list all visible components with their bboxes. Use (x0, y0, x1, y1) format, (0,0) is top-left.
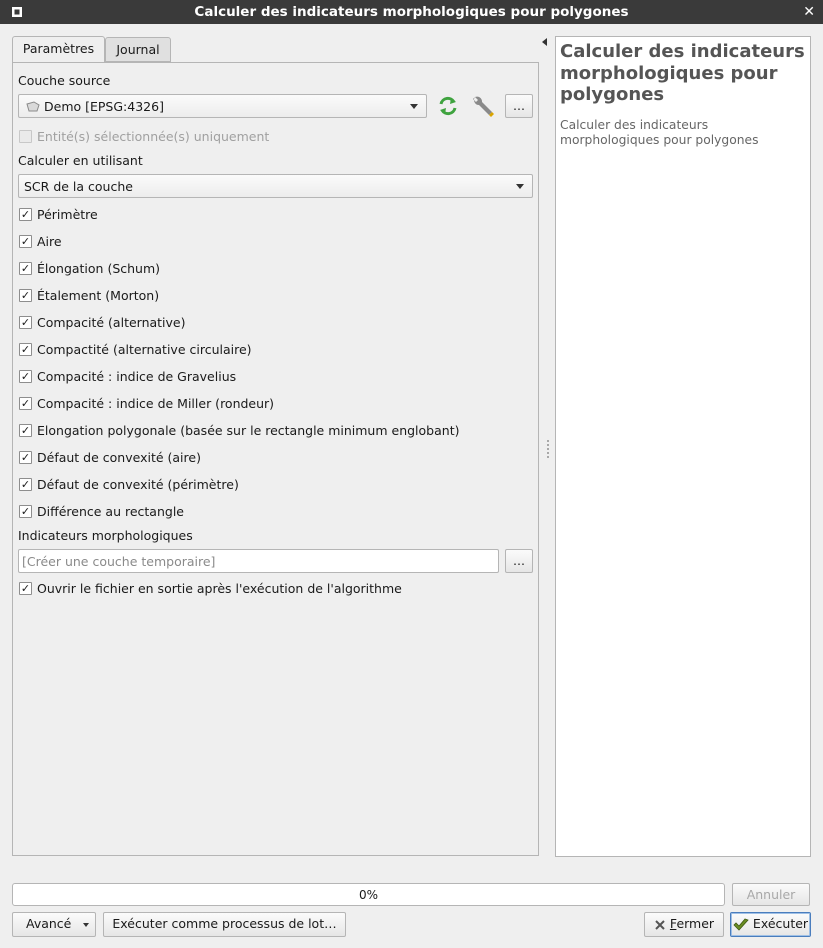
check-icon: ✓ (20, 235, 31, 248)
check-icon: ✓ (20, 289, 31, 302)
open-after-label: Ouvrir le fichier en sortie après l'exécution de l'algorithme (37, 581, 402, 596)
source-layer-label: Couche source (18, 73, 111, 88)
close-button[interactable] (644, 912, 724, 937)
indicator-label: Aire (37, 234, 62, 249)
check-icon: ✓ (20, 343, 31, 356)
indicator-label: Compacité : indice de Miller (rondeur) (37, 396, 275, 411)
calc-using-combo[interactable] (18, 174, 533, 198)
window-title: Calculer des indicateurs morphologiques pour polygones (194, 4, 629, 20)
cancel-button[interactable]: Annuler (732, 883, 810, 906)
calc-using-label: Calculer en utilisant (18, 153, 143, 168)
indicator-label: Compactité (alternative circulaire) (37, 342, 252, 357)
output-options-button[interactable]: … (505, 549, 533, 573)
tab-parameters[interactable]: Paramètres (12, 36, 105, 63)
chevron-down-icon (516, 184, 524, 189)
output-label: Indicateurs morphologiques (18, 528, 193, 543)
chevron-down-icon (410, 104, 418, 109)
source-layer-combo[interactable] (18, 94, 427, 118)
indicator-label: Différence au rectangle (37, 504, 184, 519)
indicator-label: Étalement (Morton) (37, 288, 160, 303)
help-description: Calculer des indicateurs morphologiques pour polygones (560, 118, 759, 147)
indicator-label: Elongation polygonale (basée sur le rectangle minimum englobant) (37, 423, 460, 438)
check-icon: ✓ (20, 424, 31, 437)
check-icon: ✓ (20, 505, 31, 518)
chevron-down-icon (83, 923, 89, 927)
help-title: Calculer des indicateurs morphologiques pour polygones (560, 41, 805, 105)
check-icon: ✓ (20, 262, 31, 275)
polygon-layer-icon (25, 101, 41, 113)
checkbox (19, 130, 32, 143)
wrench-icon[interactable] (470, 94, 496, 118)
run-button[interactable] (730, 912, 811, 937)
indicator-label: Compacité (alternative) (37, 315, 186, 330)
output-placeholder: [Créer une couche temporaire] (22, 554, 216, 569)
check-icon: ✓ (20, 316, 31, 329)
check-icon: ✓ (20, 478, 31, 491)
check-icon: ✓ (20, 582, 31, 595)
advanced-button[interactable]: Avancé (12, 912, 96, 937)
indicator-label: Élongation (Schum) (37, 261, 161, 276)
output-layer-field[interactable] (18, 549, 499, 573)
tab-log[interactable]: Journal (105, 37, 171, 62)
close-icon[interactable]: ✕ (803, 4, 815, 20)
refresh-icon[interactable] (436, 95, 460, 117)
indicator-label: Compacité : indice de Gravelius (37, 369, 237, 384)
close-mnemonic: F (669, 916, 677, 931)
batch-process-button[interactable]: Exécuter comme processus de lot… (103, 912, 346, 937)
progress-text: 0% (358, 888, 379, 902)
calc-using-value: SCR de la couche (24, 179, 133, 194)
check-icon: ✓ (20, 397, 31, 410)
checkbox-label: Entité(s) sélectionnée(s) uniquement (37, 129, 270, 144)
source-layer-options-button[interactable]: … (505, 94, 533, 118)
splitter-handle[interactable] (547, 440, 549, 458)
indicator-label: Défaut de convexité (périmètre) (37, 477, 239, 492)
help-panel (555, 36, 811, 857)
run-icon (733, 918, 749, 931)
collapse-help-icon[interactable] (542, 38, 547, 46)
run-label: Exécuter (752, 916, 809, 931)
close-icon (654, 919, 666, 931)
check-icon: ✓ (20, 370, 31, 383)
indicator-label: Périmètre (37, 207, 98, 222)
close-label: ermer (676, 916, 715, 931)
source-layer-value: Demo [EPSG:4326] (44, 99, 164, 114)
indicator-label: Défaut de convexité (aire) (37, 450, 201, 465)
title-bar (0, 0, 823, 24)
check-icon: ✓ (20, 451, 31, 464)
check-icon: ✓ (20, 208, 31, 221)
progress-bar (12, 883, 725, 906)
